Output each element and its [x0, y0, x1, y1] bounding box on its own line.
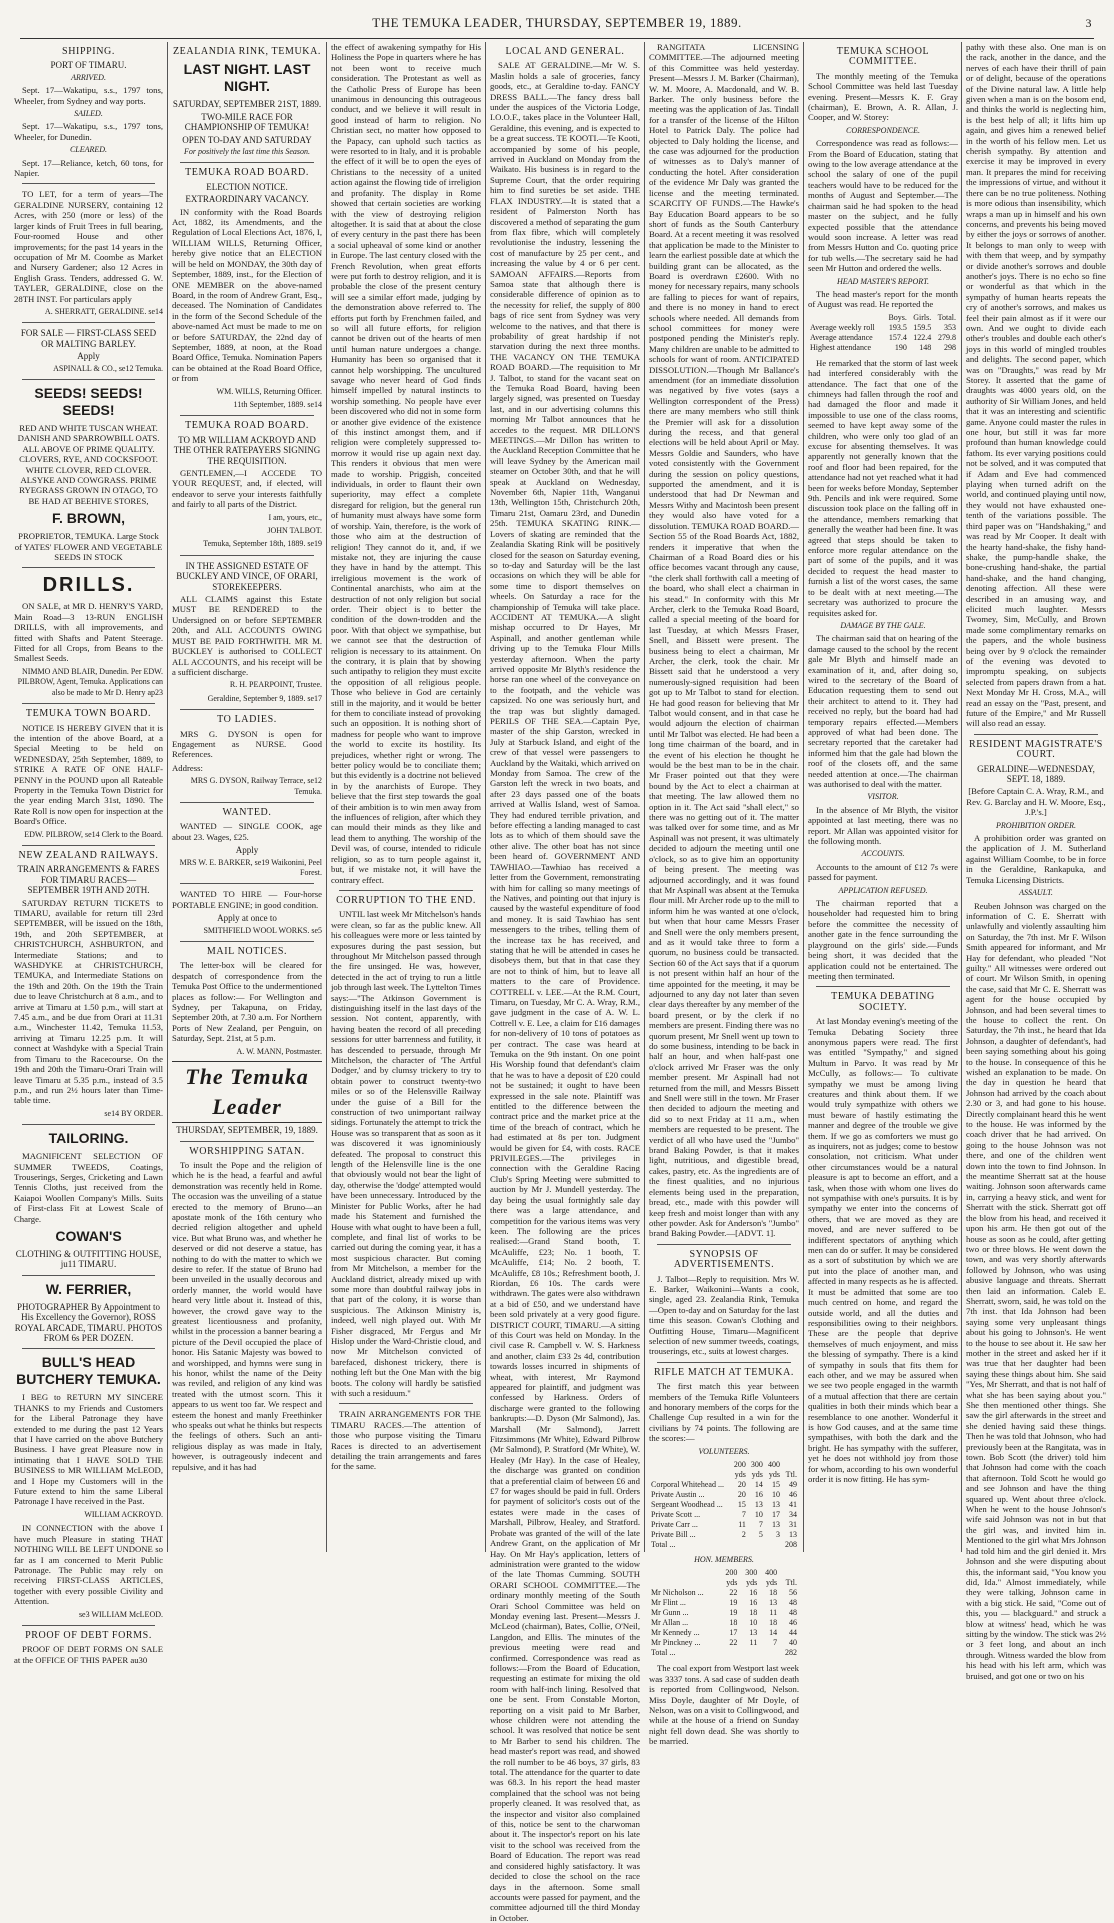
wills-date: 11th September, 1889. se14	[233, 399, 322, 409]
train-note: TRAIN ARRANGEMENTS FOR THE TIMARU RACES.—The attention of those who purpose visiting the Timaru Races is directed to an advertisement detailing the train arrangements and fares for the same.	[331, 1409, 481, 1472]
column-rule	[326, 42, 327, 1552]
total-header: Ttl.	[785, 1470, 797, 1480]
score-cell: 18	[749, 1608, 758, 1618]
head-master-body-2: He remarked that the storm of last week had interfered considerably with the attendance. The fact that one of the chimneys had fallen through the roof and had damaged the floor and made it impossible to use one of the class rooms, seemed to have kept away some of the children, who were only too glad of an excuse for absenting themselves. It was apparently not generally known that the roof and floor had been repaired, for the attendance had not yet reached what it had been for weeks before Monday, September 9th. Pencils and ink were required. Some discussion took place on the falling off in the attendance, members remarking that generally the weather had been fine. It was agreed that steps should be taken to enforce more regular attendance on the part of some of the pupils, and it was decided to request the head master to furnish a list of the worst cases, the same to be dealt with at next meeting.—The secretary was authorized to procure the requisites asked for.	[808, 357, 958, 618]
score-cell: 10	[754, 1510, 763, 1520]
score-cell: 14	[754, 1480, 763, 1490]
score-cell: 13	[749, 1628, 758, 1638]
shooter-name: Private Carr ...	[651, 1520, 698, 1530]
prohibition-heading: PROHIBITION ORDER.	[996, 820, 1076, 830]
table-row	[808, 313, 958, 323]
damage-heading: DAMAGE BY THE GALE.	[840, 620, 926, 630]
ferrier-name: W. FERRIER,	[45, 1280, 132, 1297]
separator	[180, 415, 314, 416]
debating-body: At last Monday evening's meeting of the Temuka Debating Society three anonymous papers were read. The first was entitled "Sympathy," and signed Multum in Parvo. It was read by Mr McCully, as follows:— To cultivate sympathy we must be among living creatures and think about them. If we would truly sympathize with others we must beware of hastily estimating the manner and degree of the trouble we give them. If we go as comforters we must go as inquirers, not as judges; come to bestow consolation, not criticism. What under other circumstances would be a natural pleasure is apt to become an effort, and a task, when those with whom one lives do not sympathise with one's pursuits. It is by sympathy we enter into the concerns of others, that we are moved as they are moved, and are never suffered to be indifferent spectators of anything which men can do or suffer. It may be considered as a sort of substitution by which we are put into the place of another man, and affected in many respects as he is affected. It must be admitted that some are too much centred on home, and regard the outside world, and all the duties and responsibilities owing to their neighbors. These are the people that deprive themselves of much enjoyment, and miss the blessing of sympathy. There is a kind of sympathy in souls that fits them for each other, and we may be assured when we see two people engaged in the warmth of a mutual affection that there are certain qualities in both their minds which bear a resemblance to one another. Wonderful it is how God causes, and at the same time sympathises, with both the dark and the bright. He has sympathy with the sufferer, yet he does not withhold joy from those for whom, according to his own wonderful order it is now fitting. He has sym-	[808, 1016, 958, 1484]
railways-signature: se14 BY ORDER.	[104, 1108, 163, 1118]
total-label: Total ...	[651, 1648, 676, 1658]
table-row	[649, 1490, 799, 1500]
table-row	[649, 1638, 799, 1648]
prohibition-body: A prohibition order was granted on the application of J. M. Sutherland against William Coombe, to be in force in the Geraldine, Rankapuka, and Temuka Licensing Districts.	[966, 833, 1106, 885]
to-let-ad: TO LET, for a term of years—The GERALDINE NURSERY, containing 12 Acres, with 250 (more or less) of the larger kinds of Fruit Trees in full bearing, Four-roomed House and other improvements; for the past 14 years in the occupation of Mr M. Coombe as Market and Nursery Gardener; also 12 Acres in English Grass. Tenders, addressed G. W. TAYLER, GERALDINE, close on the 28TH INST. For particulars apply	[14, 189, 163, 304]
yds-header: yds	[734, 1470, 746, 1480]
for-sale-heading: FOR SALE — FIRST-CLASS SEED OR MALTING BARLEY.	[20, 328, 157, 349]
score-total: 13	[789, 1530, 797, 1540]
worshipping-body: To insult the Pope and the religion of which he is the head, a fearful and awful demonstration was recently held in Rome. The occasion was the unveiling of a statue erected to the memory of Bruno—an apostate monk of the 16th century who decried religion altogether and upheld vice. But what Bruno was, and whether he deserved or did not deserve a statue, has nothing to do with the matter to which we desire to refer. If the statue of Bruno had been unveiled in the usually decorous and orderly manner, the world would have heard very little about it. Instead of this, however, the crowd gave way to the greatest licentiousness and profanity, whilst in the procession a banner bearing a picture of the Devil occupied the place of honor. His Satanic Majesty was bowed to and worshipped, and hymns were sung in his honor, whilst the name of the Deity was reviled, and religion of any kind was treated with the utmost scorn. This it appears to us went too far. We respect and esteem the honest and manly Freethinker who speaks out what he thinks but respects the feelings of others. Such an anti-religious display as was made in Italy, however, is outrageously indecent and repulsive, and it has had	[172, 1159, 322, 1472]
separator	[22, 322, 155, 323]
to-let-signature: A. SHERRATT, GERALDINE. se14	[44, 306, 163, 316]
table-row	[649, 1618, 799, 1628]
attendance-cell: 190	[894, 342, 907, 352]
separator	[180, 1141, 314, 1142]
table-row	[808, 343, 958, 353]
table-row	[649, 1608, 799, 1618]
arrived-heading: ARRIVED.	[71, 72, 106, 82]
table-row	[808, 323, 958, 333]
table-row	[649, 1520, 799, 1530]
election-body: IN conformity with the Road Boards Act, 1882, its Amendments, and the Regulation of Local Elections Act, 1876, I, WILLIAM WILLS, Returning Officer, hereby give notice that an ELECTION will be held on MONDAY, the 30th day of September, 1889, inst., for the Election of ONE MEMBER on the above-named Board, in the room of Andrew Grant, Esq., deceased. The Nomination of Candidates in the form of the Second Schedule of the above-named Act must be made to me on or before SATURDAY, the 22nd day of September, 1889, at noon, at the Road Board Office, Temuka. Nomination Papers can be obtained at the Road Board Office, or from	[172, 206, 322, 384]
refused-heading: APPLICATION REFUSED.	[838, 885, 928, 895]
score-cell: 7	[758, 1520, 763, 1530]
rink-heading: ZEALANDIA RINK, TEMUKA.	[172, 46, 322, 57]
estate-body: ALL CLAIMS against this Estate MUST BE RENDERED to the Undersigned on or before SEPTEMBER 20th, and ALL ACCOUNTS OWING MUST BE PAID FORTHWITH. MR M. BUCKLEY is authorised to COLLECT ALL ACCOUNTS, and his receipt will be a sufficient discharge.	[172, 594, 322, 677]
score-cell: 17	[729, 1628, 738, 1638]
bulls-head-signature: WILLIAM ACKROYD.	[84, 1509, 163, 1519]
shooter-name: Mr Flint ...	[651, 1598, 686, 1608]
score-total: 48	[789, 1608, 797, 1618]
estate-heading: IN THE ASSIGNED ESTATE OF BUCKLEY AND VINCE, OF ORARI, STOREKEEPERS.	[176, 560, 318, 592]
score-cell: 15	[737, 1500, 746, 1510]
table-row	[649, 1510, 799, 1520]
shipping-heading: SHIPPING.	[62, 46, 115, 57]
score-cell: 19	[729, 1598, 738, 1608]
range-header: 200	[725, 1568, 738, 1578]
cowan-subtitle: CLOTHING & OUTFITTING HOUSE, ju11 TIMARU.	[15, 1248, 162, 1270]
masthead-title: THE TEMUKA LEADER, THURSDAY, SEPTEMBER 19, 1889.	[372, 15, 742, 30]
hire-apply: Apply at once to	[217, 913, 277, 924]
local-general-continued: RANGITATA LICENSING COMMITTEE.—The adjourned meeting of this Committee was held yesterday. Present—Messrs J. M. Barker (Chairman), W. M. Moore, A. Macdonald, and W. B. Barker. The only business before the meeting was the application of Jas. Tindall for a transfer of the license of the Hilton Hotel to Patrick Daly. The police had objected to Daly holding the license, and the case was adjourned for the production of witnesses as to Daly's manner of conducting the hotel. After consideration of the evidence Mr Daly was granted the license and the meeting terminated. SCARCITY OF FUNDS.—The Hawke's Bay Education Board appears to be so short of funds as the South Canterbury Board. At a recent meeting it was resolved that application be made to the Minister to learn the earliest possible date at which the building grant can be allocated, as the Board is overdrawn £2600. With no money for necessary repairs, many schools are falling to pieces for want of repairs, and there is no money in hand to erect schools where needed. All demands from school committees for money were postponed pending the Minister's reply. Many children are unable to be admitted to schools for want of room. ANTICIPATED DISSOLUTION.—Though Mr Ballance's amendment (for an immediate dissolution was negatived by five votes (says a Wellington correspondent of the Press) there are many members who still think the Premier will ask for a dissolution during the recess, and that general elections will be held about April or May. Messrs Goldie and Saunders, who have voted consistently with the Government during the session on policy questions, supported the amendment, and it is understood that had Dr Newman and Messrs Withy and Macintosh been present they would also have voted for a dissolution. TEMUKA ROAD BOARD.—Section 55 of the Road Boards Act, 1882, renders it imperative that when the Chairman of a Road Board dies or his office becomes vacant through any cause, "the clerk shall forthwith call a meeting of the board, who shall elect a chairman in his stead." In conformity with this Mr Archer, clerk to the Temuka Road Board, called a special meeting of the board for last Tuesday, at which Messrs Fraser, Snell, and Bissett were present. The business being to elect a chairman, Mr Archer, the clerk, took the chair. Mr Bissett said that he understood a very numerously-signed requisition had been got up to Mr Talbot to stand for election. He had good reason for believing that Mr Talbot would consent, and in that case he would adjourn the election of chairman until Mr Talbot was elected. He had been a long time chairman of the board, and in the event of his election he thought he would be the best man to be in the chair. Mr Fraser pointed out that they were bound by the Act to elect a chairman at that meeting. The law allowed them no option in it. The Act said "shall elect," so there was no getting out of it. The matter was talked over for some time, and as Mr Aspinall was not present, it was ultimately decided to adjourn the meeting until one o'clock, so as to give him an opportunity of being present. The meeting was adjourned accordingly, and it was found that Mr Aspinall was absent at the Temuka flour mill. Mr Archer rode up to the mill to inform him he was wanted at one o'clock, but when that hour came Messrs Fraser and Snell were the only members present, and as it would take three to form a quorum, no business could be transacted. Section 60 of the Act says that if a quorum is not present within half an hour of the time appointed for the meeting, it may be adjourned to any day not later than seven clear days thereafter by any member of the board present, or by the clerk if no members are present. Finding there was no quorum present, Mr Snell went up town to do some business, intending to be back in half an hour, and when half-past one o'clock arrived Mr Fraser was the only member present. Mr Aspinall had not returned from the mill, and Messrs Bissett and Snell were still in the town. Mr Fraser then decided to adjourn the meeting and did so to next Friday at 11 a.m., when members are requested to be present. The verdict of all who have used the "Jumbo" brand Baking Powder, is that it makes light, nutritious, and digestible bread, cakes, pastry, etc. As the ingredients are of the finest qualities, and no injurious elements being used in the preparation, bread, etc., made with this powder will keep fresh and moist longer than with any other powder. Ask for Anderson's "Jumbo" brand Baking Powder.—[ADVT. 1].	[649, 42, 799, 1239]
table-row	[649, 1500, 799, 1510]
score-total: 48	[789, 1598, 797, 1608]
page-folio: 3	[1085, 16, 1092, 30]
drills-signature: NIMMO AND BLAIR, Dunedin. Per EDW. PILBROW, Agent, Temuka. Applications can also be made to Mr D. Henry ap23	[17, 666, 163, 697]
score-total: 41	[789, 1500, 797, 1510]
ladies-body: MRS G. DYSON is open for Engagement as NURSE. Good References.	[172, 728, 322, 760]
attendance-cell: 298	[944, 342, 956, 352]
score-cell: 15	[771, 1480, 780, 1490]
score-total: 49	[789, 1480, 797, 1490]
separator	[22, 845, 155, 846]
score-cell: 11	[769, 1608, 778, 1618]
wills-signature: WM. WILLS, Returning Officer.	[216, 386, 322, 396]
attendance-cell: 279.8	[938, 332, 956, 342]
head-master-body: The head master's report for the month of August was read. He reported the	[808, 288, 958, 310]
separator	[180, 555, 314, 556]
damage-body: The chairman said that on hearing of the damage caused to the school by the recent gale Mr Blyth and himself made an examination of it, and, after doing so, wired to the secretary of the Board of Education requesting them to send out their architect to attend to it. They had received no reply, but the board had had temporary repairs effected.—Members approved of what had been done. The secretary reported that the caretaker had informed him that the gale had blown the roof of the closets off, and the same needed attention at once.—The chairman was authorised to deal with the matter.	[808, 633, 958, 789]
score-cell: 18	[729, 1618, 738, 1628]
cowan-name: COWAN'S	[55, 1227, 122, 1244]
table-row	[649, 1598, 799, 1608]
drills-body: ON SALE, at MR D. HENRY'S YARD, Main Road—3 13-RUN ENGLISH DRILLS, with all improvements, and fitted with Shafts and Patent Steerage. Fitted for all Crops, from Beans to the Smallest Seeds.	[14, 601, 163, 664]
score-cell: 16	[749, 1588, 758, 1598]
vacancy-heading: EXTRAORDINARY VACANCY.	[185, 194, 309, 205]
rifle-intro: The first match this year between members of the Temuka Rifle Volunteers and honorary members of the corps for the Challenge Cup resulted in a win for the civilians by 74 points. The following are the scores:—	[649, 1381, 799, 1444]
shooter-name: Private Bill ...	[651, 1530, 696, 1540]
attendance-cell: 122.4	[913, 332, 932, 342]
school-committee-heading: TEMUKA SCHOOL COMMITTEE.	[836, 46, 930, 68]
rink-positive: For positively the last time this Season.	[184, 147, 310, 157]
local-general-body: SALE AT GERALDINE.—Mr W. S. Maslin holds a sale of groceries, fancy goods, etc., at Geraldine to-day. FANCY DRESS BALL.—The fancy dress ball under the auspices of the Victoria Lodge, I.O.O.F., takes place in the Volunteer Hall, Geraldine, this evening, and is expected to be a great success. TE KOOTI.—Te Kooti, accompanied by some of his people, arrived in Auckland on Monday from the Waikato. His business is in regard to the Supreme Court, that the order requiring him to find sureties be set aside. THE FLAX INDUSTRY.—It is stated that a resident of Palmerston North has discovered a method of separating the gum from flax fibre, which will completely revolutionise the industry, lessening the cost of manufacture by 25 per cent., and increasing the value by 4 or 6 per cent. SAMOAN AFFAIRS.—Reports from Samoa state that although there is considerable difference of opinion as to the necessity for relief, the supply of 800 bags of rice sent from Sydney was very welcome to the natives, and that there is probability of great hardship if not starvation during the next three months. THE VACANCY ON THE TEMUKA ROAD BOARD.—The requisition to Mr J. Talbot, to stand for the vacant seat on the Temuka Road Board, having been largely signed, was presented on Tuesday last, and in our advertising columns this morning Mr Talbot announces that he accedes to the request. MR DILLON'S MEETINGS.—Mr Dillon has written to the Auckland Reception Committee that he will leave Sydney by the American mail steamer on October 30th, and that he will speak at Auckland on Wednesday, November 6th, Napier 11th, Wanganui 13th, Wellington 15th, Christchurch 20th, Timaru 21st, Oamaru 23rd, and Dunedin 25th. TEMUKA SKATING RINK.—Lovers of skating are reminded that the Zealandia Skating Rink will be positively closed for the season on Saturday evening, so to-day and Saturday will be the last occasions on which they will be able for some time to disport themselves on wheels. On Saturday a race for the championship of Temuka will take place. ACCIDENT AT TEMUKA.—A slight mishap occurred to Dr Hayes, Mr Aspinall, and another gentleman while driving up to the Temuka Flour Mills yesterday afternoon. When the party arrived opposite Mr Blyth's residence the horse ran one wheel of the conveyance on to the footpath, and the vehicle was capsized. No one was seriously hurt, and the trap was but slightly damaged. PERILS OF THE SEA.—Captain Pye, master of the ship Garston, wrecked in July at Starbuck Island, and eight of the crew of that vessel were passengers to Auckland by the Waitaki, which arrived on Monday from Samoa. The crew of the Garston left the wreck in two boats, and after 23 days passed one of the boats arrived at Wallis Island, west of Samoa. They had endured terrible privation, and before effecting a landing managed to cast lots as to which of them should save the other alive. The other boat has not since been heard of. GOVERNMENT AND TAWHIAO.—Tawhiao has received a letter from the Government, remonstrating with him for calling so many meetings of the Natives, and pointing out that injury is caused by the wasteful expenditure of food and money. It is said Tawhiao has sent messengers to the tribes, telling them of the increase tax he has received, and stating that he will be attended in cases he disobeys them, but that in that case they are not to think of him, but to leave all matters to the care of Providence. COTTRELL v. LEE.—At the R.M. Court, Timaru, on Tuesday, Mr C. A. Wray, R.M., gave judgment in the case of A. W. L. Cottrell v. E. Lee, a claim for £16 damages for non-delivery of 10 tons of potatoes as per contract. The case was heard at Temuka on the 9th instant. On one point His Worship found that defendant's claim that he was to have a deposit of £20 could not be sustained; it ought to have been expressed in the sale note. Plaintiff was entitled to the difference between the contract price and the market price at the time of the breach of contract, which he had estimated at 8s per ton. Judgment would be given for £4, with costs. RACE PRIVILEGES.—The privileges in connection with the Geraldine Racing Club's Spring Meeting were submitted to auction by Mr J. Mundell yesterday. The day being the usual fortnightly sale day there was a large attendance, and competition for the various items was very keen. The following are the prices realised:—Grand Stand booth, T. McAuliffe, £23; No. 1 booth, T. McAuliffe, £14; No. 2 booth, T. McAuliffe, £8 10s.; Refreshment booth, J. Riordan, £6 10s. The cards were withdrawn. The gates were also withdrawn at a bid of £50, and we understand have been sold privately at a very good figure. DISTRICT COURT, TIMARU.—A sitting of this Court was held on Monday. In the civil case R. Campbell v. W. S. Harkness and another, claim £33 2s 4d, contribution towards losses incurred in shipments of wheat, with interest, Mr Raymond appeared for plaintiff, and judgment was confessed by Harkness. Orders of discharge were granted to the following bankrupts:—D. Dyson (Mr Salmond), Jas. Marshall (Mr Salmond), Jarrett Fitzsimmons (Mr White), Edward Pilbrow (Mr Salmond), P. Stratford (Mr White), W. Healey (Mr Hay). In the case of Healey, the discharge was granted on condition that a preferential claim of between £6 and £7 for wages should be paid in full. Orders for payment of solicitor's costs out of the estates were made in the cases of Marshall, Pilbrow, Healey, and Stratford. Probate was granted of the will of the late Andrew Grant, on the application of Mr Hay. On Mr Hay's application, letters of administration were granted to the widow of the late Thomas Cumming. SOUTH ORARI SCHOOL COMMITTEE.—The ordinary monthly meeting of the South Orari School Committee was held on Monday evening last. Present—Messrs J. McLeod (chairman), Bates, Collie, O'Neil, Langdon, and Ellis. The minutes of the previous meeting were read and confirmed. Correspondence was read as follows:—From the Board of Education, requesting an estimate for mixing the old room with half-inch lining. Resolved that one be sent. From Constable Morton, reporting on a visit paid to Mr Barber, whose children were not attending the school. It was resolved that notice be sent to Mr Barber to send his children. The head master's report was read, and showed the roll number to be 46 boys, 37 girls, 83 total. The attendance for the quarter to date was 68.3. In his report the head master complained that the school was not being properly cleaned. It was resolved that, as the inspector and visitor also complained of this, notice be sent to the charwoman about it. The inspector's report on his late visit to the school was received from the Board of Education. The report was read and considered highly satisfactory. It was decided to close the school on the race days in the afternoon. Some small accounts were passed for payment, and the committee adjourned till the third Monday in October.	[490, 60, 640, 1923]
column-4	[490, 42, 640, 1923]
mail-heading: MAIL NOTICES.	[206, 946, 288, 958]
assault-body: Reuben Johnson was charged on the information of C. E. Sherratt with unlawfully and violently assaulting him on Saturday, the 7th inst. Mr F. Wilson Smith appeared for informant, and Mr Hay for defendant, who pleaded "Not guilty." All witnesses were ordered out of court. Mr Wilson Smith, in opening the case, said that Mr C. E. Sherratt was agent for the house occupied by Johnson, and had been several times to the house to collect the rent. On Saturday, the 7th inst., he heard that Ida Johnson, a daughter of defendant's, had been saying something about his going to the house. In consequence of this he wished an explanation to be made. On the day in question he heard that Johnson had arrived by the coach about 2.30 or 3, and had gone to his house. Directly complainant heard this he went to the house. He was informed by the coach driver that he had arrived. On going to the house Johnson was not there, and one of the children went down into the town to find Johnson. In the meantime Sherratt sat at the house waiting. Johnson soon afterwards came in, carrying a heavy stick, and went for Sherratt with the stick. Sherratt got off the blow from his head, and received it upon his arm. He then got out of the house as soon as he could, after getting two or three blows. He went down the town, and was very shortly afterwards followed by Johnson, who was using abusive language and threats. Sherratt then laid an information. Caleb E. Sherratt, sworn, said, he was told on the 7th inst. that Ida Johnson had been saying some very unpleasant things about his going to Johnson's. He went to the house to see about it. He saw her mother in the street and asked her if it was true that her daughter had been saying these things about him. She said "Yes, Mr Sherratt, and that is not half of what she has been saying about you." She then mentioned other things. She saw the girl afterwards in the street and she denied having said these things. Then he was told that Johnson, who had previously been at the Rangitata, was in town. Bob Scott (the driver) told him that Johnson had come with the coach that afternoon. Told Scott he would go and see Johnson and have the thing squared up. Went about three o'clock. When he went to the house Johnson's wife said Johnson was not in but that the girl was, and invited him in. Mentioned to the girl what Mrs Johnson had told him and the girl denied it. Mrs Johnson and she were disputing about this, the informant said, "You know you did, Ida." Almost immediately, while they were talking, Johnson came in with a big stick. He said, "Come out of this, you — blackguard." and struck a blow at witness' head, which he was sitting by the window. The stick was 2½ or 3 feet long, and about an inch through. Witness warded the blow from his head with his left arm, which was bruised, and got one or two on his	[966, 900, 1106, 1681]
score-cell: 11	[738, 1520, 746, 1530]
column-rule	[167, 42, 168, 1552]
yds-header: yds	[726, 1578, 738, 1588]
score-total: 34	[789, 1510, 797, 1520]
attendance-header	[808, 313, 884, 323]
shooter-name: Mr Nicholson ...	[651, 1588, 704, 1598]
table-row	[649, 1568, 799, 1578]
school-committee-body: The monthly meeting of the Temuka School Committee was held last Tuesday evening. Present—Messrs K. F. Gray (chairman), E. Brown, A. R. Allan, J. Cooper, and W. Storey:	[808, 70, 958, 123]
accounts-heading: ACCOUNTS.	[861, 849, 905, 859]
for-sale-signature: ASPINALL & CO., se12 Temuka.	[53, 363, 163, 373]
worshipping-heading: WORSHIPPING SATAN.	[189, 1145, 305, 1157]
election-notice-heading: ELECTION NOTICE.	[206, 181, 288, 192]
last-night-heading: LAST NIGHT. LAST NIGHT.	[183, 61, 311, 95]
separator	[22, 703, 155, 704]
ladies-signature: MRS G. DYSON, Railway Terrace, se12 Temuka.	[190, 776, 322, 796]
talbot-date: Temuka, September 18th, 1889. se19	[203, 539, 322, 549]
pearpoint-date: Geraldine, September 9, 1889. se17	[207, 693, 322, 703]
table-row	[649, 1530, 799, 1540]
attendance-label: Average weekly roll	[810, 322, 875, 332]
railways-body: SATURDAY RETURN TICKETS to TIMARU, available for return till 23rd SEPTEMBER, will be issued on the 18th, 19th, and 20th SEPTEMBER, at CHRISTCHURCH, ASHBURTON, and Intermediate Stations; and to WASHDYKE at CHRISTCHURCH, TEMUKA, and Intermediate Stations on the 19th and 20th. On the 19th the Train due to leave Christchurch at 8 a.m., and to arrive at Timaru at 1.50 p.m., will start at 7.45 a.m., and be due from Orari at 11.31 a.m., Winchester 11.42, Temuka 11.53, arriving at Timaru 12.25 p.m. It will connect at Washdyke with a Special Train from Timaru to the Racecourse. On the 19th and 20th the Timaru-Orari Train will leave Timaru at 5.35 p.m., instead of 3.5 p.m., and run 2½ hours later than Time-table time.	[14, 897, 163, 1106]
editorial-continued: the effect of awakening sympathy for His Holiness the Pope in quarters where he has not been wont to receive much consideration. The Protestant as well as the Catholic Press of Europe has been unanimous in denouncing this outrageous conduct, and we believe it will result in good instead of harm to religion. No Christian sect, no matter how opposed to the Papacy, can uphold such tactics as were resorted to in Italy, and it is probable the effect of it will be to open the eyes of Christians to the necessity of a united action against the flowing tide of irreligion and profanity. The display in Rome showed that certain societies are working with the view of destroying religion altogether. It is said that at about the close of every century in the past there has been a social upheaval of some kind or another in Europe. The last century closed with the French Revolution, when great efforts were put forth to destroy religion, and it is probable the close of the present century will see a similar effort made, judging by the demonstration above referred to. The efforts put forth by Frenchmen failed, and so will all future efforts, for religion cannot be driven out of the hearts of men until human nature undergoes a change. Humanity has been so organised that it cannot help worshipping. The uncultured savage who never heard of God finds himself impelled by natural instincts to worship something. No people have ever been discovered who did not in some form or another give evidence of the existence of this instinct amongst them, and if religion were completely suppressed to-morrow it would rise up again next day. This renders it obvious that men were made to worship. Priggish, conceited individuals, in order to flaunt their own superiority, may effect a complete disregard for religion, but the general run of humanity must always have some form of worship. Yain, therefore, is the work of those who aim at the destruction of religion! They cannot do it, and, if we mistake not, they are injuring the cause they have in hand by the attempt. This irreligious movement is the work of Continental anarchists, who aim at the destruction of not only religion but social order. Their object is to better the condition of the down-trodden and the poor. With that object we sympathise, but we cannot see that the destruction of religion is necessary to its attainment. On the contrary, it is plain that by showing such antipathy to religion they must excite the opposition of all religious people. Those who believe in God are certainly still in the majority, and it would be better for them to conciliate instead of provoking such an opposition. It is nothing short of madness for people who want to improve the world to excite its hostility. Its prejudices, whether right or wrong. The better policy would be to conciliate them; but this evidently is a doctrine not believed in by the anarchists of Europe. They believe that the first step towards the goal of their ambition is to win men away from the influences of religion, after which they can mould their minds as they like and lead them to anything. The worship of the Devil was, of course, intended to ridicule religion, so as to turn people against it, but, if we mistake not, it will have the contrary effect.	[331, 42, 481, 885]
separator	[22, 1625, 155, 1626]
talbot-signature: JOHN TALBOT.	[267, 526, 322, 536]
connection-body: IN CONNECTION with the above I have much Pleasure in stating THAT NOTHING WILL BE LEFT UNDONE so far as I am concerned to Merit Public Patronage. The Public may rely on receiving FIRST-CLASS ARTICLES, together with every possible Civility and Attention.	[14, 1523, 163, 1607]
proof-body: PROOF OF DEBT FORMS ON SALE at the OFFICE OF THIS PAPER au30	[14, 1644, 163, 1665]
seeds-body: RED AND WHITE TUSCAN WHEAT. DANISH AND SPARROWBILL OATS. ALL ABOVE OF PRIME QUALITY. CLOVERS, RYE, AND COCKSFOOT. WHITE CLOVER, RED CLOVER. ALSYKE AND COWGRASS. PRIME RYEGRASS GROWN IN OTAGO, TO BE HAD AT BEEHIVE STORES,	[17, 422, 160, 506]
road-board-heading: TEMUKA ROAD BOARD.	[185, 167, 309, 179]
score-cell: 18	[769, 1618, 778, 1628]
town-board-heading: TEMUKA TOWN BOARD.	[25, 708, 152, 720]
score-total: 44	[789, 1628, 797, 1638]
attendance-header: Girls.	[913, 312, 932, 322]
score-cell: 11	[749, 1638, 758, 1648]
separator	[657, 1362, 791, 1363]
score-cell: 16	[754, 1490, 763, 1500]
column-6	[808, 42, 958, 1552]
attendance-cell: 148	[919, 342, 932, 352]
requisition-heading: TO MR WILLIAM ACKROYD AND THE OTHER RATEPAYERS SIGNING THE REQUISITION.	[173, 434, 321, 466]
proof-heading: PROOF OF DEBT FORMS.	[25, 1629, 152, 1641]
score-cell: 20	[737, 1490, 746, 1500]
table-row	[649, 1578, 799, 1588]
score-cell: 5	[758, 1530, 763, 1540]
column-rule	[803, 42, 804, 1552]
wanted-body: WANTED — SINGLE COOK, age about 23. Wages, £25.	[172, 821, 322, 842]
score-total: 31	[789, 1520, 797, 1530]
score-cell: 19	[729, 1608, 738, 1618]
assault-heading: ASSAULT.	[1019, 888, 1053, 898]
yds-header: yds	[746, 1578, 758, 1588]
score-cell: 22	[729, 1588, 738, 1598]
separator	[657, 1244, 791, 1245]
shooter-name: Mr Allan ...	[651, 1618, 689, 1628]
column-rule	[485, 42, 486, 1552]
separator	[22, 183, 155, 184]
column-5	[649, 42, 799, 1747]
sailing-entry: Sept. 17—Wakatipu, s.s., 1797 tons, Wheeler, for Dunedin.	[14, 121, 163, 142]
score-total: 46	[789, 1618, 797, 1628]
corruption-heading: CORRUPTION TO THE END.	[336, 894, 476, 906]
debating-heading: TEMUKA DEBATING SOCIETY.	[831, 991, 935, 1013]
score-cell: 7	[741, 1510, 746, 1520]
hire-signature: SMITHFIELD WOOL WORKS. se5	[203, 925, 322, 935]
head-master-heading: HEAD MASTER'S REPORT.	[837, 276, 929, 286]
total-label: Total ...	[651, 1540, 676, 1550]
railways-heading: NEW ZEALAND RAILWAYS.	[18, 849, 159, 861]
mail-body: The letter-box will be cleared for despatch of correspondence from the Temuka Post Office to the undermentioned places as follow:— For Wellington and Sydney, per Takapuna, on Friday, September 20th, at 7.30 a.m. For Northern Ports of New Zealand, per Penguin, on Saturday, Sept. 21st, at 5 p.m.	[172, 960, 322, 1044]
corruption-body: UNTIL last week Mr Mitchelson's hands were clean, so far as the public knew. All his colleagues were more or less tainted by exposures during the past session, but throughout Mr Mitchelson passed through the fire unsinged. He was, however, detected in the act of trying to run a little job through last week. The Lyttelton Times says:—"The Atkinson Government is distinguishing itself in the last days of the session. Not content, apparently, with having beaten the record of all preceding sessions for utter barrenness and futility, it has descended to persuade, through Mr Mitchelson, the character of 'The Artful Dodger,' and by clumsy trickery to try to obtain power to construct twenty-two miles or so of the Helensville Railway under the guise of a Bill for the construction of two unimportant railway sidings. Fortunately the attempt to trick the House was so transparent that as soon as it was discovered it was ignominiously defeated. The proposal to construct this length of the Helensville line is the one that obviously would not bear the light of day, otherwise the 'dodge' attempted would have been unnecessary. Introduced by the Minister for Public Works, after he had made his Statement and furnished the House with what ought to have been a full, complete, and final list of works to be carried out during the coming year, it has a most suspicious character. But coming from Mr Mitchelson, a member for the Auckland district, already mixed up with some more than doubtful railway jobs in that part of the colony, it is worse than suspicious. The Atkinson Ministry is, indeed, well nigh played out. With Mr Fisher disgraced, Mr Fergus and Mr Hislop under the Ward-Christie cloud, and now Mr Mitchelson convicted of barefaced, dishonest trickery, there is nothing left but the One Man with the big boots. The colony will hardly be satisfied with such a residuum."	[331, 909, 481, 1398]
separator	[22, 1275, 155, 1276]
honorary-table	[649, 1568, 799, 1658]
score-cell: 3	[775, 1530, 780, 1540]
score-cell: 17	[771, 1510, 780, 1520]
shooter-name: Private Austin ...	[651, 1490, 705, 1500]
attendance-cell: 193.5	[888, 322, 907, 332]
grand-total: 282	[785, 1648, 797, 1658]
score-total: 46	[789, 1490, 797, 1500]
correspondence-heading: CORRESPONDENCE.	[846, 125, 920, 135]
score-total: 40	[789, 1638, 797, 1648]
shooter-name: Corporal Whitehead ...	[651, 1480, 724, 1490]
leader-masthead: The Temuka Leader	[172, 1061, 322, 1123]
wanted-apply: Apply	[235, 845, 259, 856]
wanted-heading: WANTED.	[222, 806, 272, 818]
rink-race: TWO-MILE RACE FOR CHAMPIONSHIP OF TEMUKA!	[184, 111, 310, 133]
attendance-header: Total.	[937, 312, 956, 322]
shooter-name: Sergeant Woodhead ...	[651, 1500, 723, 1510]
table-row	[649, 1470, 799, 1480]
column-3	[331, 42, 481, 1552]
rifle-end-body: The coal export from Westport last week was 3337 tons. A sad case of sudden death is reported from Collingwood, Nelson. Miss Doyle, daughter of Mr Doyle, of Nelson, was on a visit to Collingwood, and while at the house of a friend on Sunday night fell down dead. She was shortly to be married.	[649, 1663, 799, 1747]
score-cell: 10	[771, 1490, 780, 1500]
debating-continued: pathy with these also. One man is on the rack, another in the dance, and the nerves of each have their thrill of pain or of delight, because of the operations of the Divine natural law. A little help given when a man is on the bosom end, and thinks the world is neglecting him, is the best help of all; it lifts him up again, and gives him a renewed belief in the worth of his fellow men. Let us cherish sympathy. By attention and exercise it may be improved in every man. It prepares the mind for receiving the impressions of virtue, and without it there can be no true politeness. Nothing is more odious than insensibility, which wraps a man up in himself and his own concerns, and prevents his being moved by either the joys or sorrows of another. It belongs to man only to weep with with them that weep, and by sympathy or divide another's sorrows and double another's joys. There is no echo so fine or wonderful as that which in the sympathy of human hearts repeats the cry of another's sorrows, and makes us feel their pain almost as if it were our own. And we ought to divide each other's troubles and double each other's joys in this world of mingled troubles and delights. The second paper, which was on "Draughts," was read by Mr Storey. It asserted that the game of draughts was 4000 years old, on the authority of Sir William Jones, and held that it was an interesting and scientific game. Anyone could master the rules in one hour, but still it was far more profound than human knowledge could fathom. Its ever varying positions could not be solved, and it was computed that if Adam and Eve had commenced playing when turned adrift on the world, and continued playing until now, they would not have exhausted one-tenth of the variations possible. The third paper was on "Handshaking," and was read by Mr Cooper. It dealt with the hearty hand-shake, the fishy hand-shake, the pump-handle shake, the bone-crushing hand-shake, the partial hand-shake, and the hand changing, denoting affection. All these were described in an amusing way, and elicited much laughter. Messrs Twomey, Sim, McCully, and Brown made some complimentary remarks on the papers, and the whole business being over by 9 o'clock the remainder of the evening was devoted to impromptu speaking, on subjects selected from papers drawn from a hat. Next Monday Mr H. Cross, M.A., will read an essay on the "Past, present, and future of the Empire," and Mr Russell will also read an essay.	[966, 42, 1106, 729]
court-bench: [Before Captain C. A. Wray, R.M., and Rev. G. Barclay and H. W. Moore, Esq., J.P.'s.]	[966, 786, 1106, 818]
synopsis-heading: SYNOPSIS OF ADVERTISEMENTS.	[673, 1248, 775, 1271]
score-cell: 13	[754, 1500, 763, 1510]
tailoring-body: MAGNIFICENT SELECTION OF SUMMER TWEEDS, Coatings, Trouserings, Serges, Cricketing and Lawn Tennis Cloths, just received from the Kaiapoi Woollen Company's Mills. Suits of First-class Fit at Lowest Scale of Charge.	[14, 1151, 163, 1224]
yds-header: yds	[765, 1578, 778, 1588]
port-heading: PORT OF TIMARU.	[50, 60, 127, 71]
rifle-heading: RIFLE MATCH AT TEMUKA.	[653, 1366, 795, 1378]
pearpoint-signature: R. H. PEARPOINT, Trustee.	[229, 680, 322, 690]
sailed-heading: SAILED.	[74, 109, 103, 119]
seeds-heading: SEEDS! SEEDS! SEEDS!	[34, 384, 143, 418]
leader-date: THURSDAY, SEPTEMBER, 19, 1889.	[176, 1125, 318, 1136]
table-row	[808, 333, 958, 343]
range-header: 200	[733, 1460, 746, 1470]
range-header: 300	[745, 1568, 758, 1578]
road-board-heading-2: TEMUKA ROAD BOARD.	[185, 420, 309, 432]
drills-heading: DRILLS.	[42, 574, 135, 597]
column-1	[14, 42, 163, 1665]
brown-name: F. BROWN,	[51, 510, 126, 527]
separator	[22, 379, 155, 380]
tailoring-heading: TAILORING.	[48, 1130, 129, 1147]
separator	[180, 709, 314, 710]
rink-open: OPEN TO-DAY AND SATURDAY	[182, 134, 312, 145]
score-cell: 18	[769, 1588, 778, 1598]
shooter-name: Mr Kennedy ...	[651, 1628, 700, 1638]
synopsis-body: J. Talbot—Reply to requisition. Mrs W. E. Barker, Waikonini—Wants a cook, single, aged 23. Zealandia Rink, Temuka—Open to-day and on Saturday for the last time this season. Cowan's Clothing and Outfitting House, Timaru—Magnificent selection of new summer tweeds, coatings, trouserings, etc., suits at lowest charges.	[649, 1273, 799, 1357]
refused-body: The chairman reported that a householder had requested him to bring before the committee the necessity of another gate in the fence surrounding the playground on the girls' side.—Funds being short, it was decided that the application could not be entertained. The meeting then terminated.	[808, 898, 958, 981]
correspondence-body: Correspondence was read as follows:— From the Board of Education, stating that owing to the low average attendance at the school the salary of one of the pupil teachers would have to be reduced for the months of August and September.—The chairman said he had spoken to the head master on the subject, and he fully expected possible that the attendance would soon increase. A letter was read from Messrs Hutton and Co. quoting price for tub wells.—The secretary said he had seen Mr Hutton and ordered the wells.	[808, 138, 958, 274]
for-sale-apply: Apply	[77, 351, 100, 362]
score-cell: 7	[773, 1638, 778, 1648]
yours-line: I am, yours, etc.,	[268, 512, 322, 522]
attendance-label: Highest attendance	[810, 342, 872, 352]
column-rule	[961, 42, 962, 1552]
separator	[180, 883, 314, 884]
column-2	[172, 42, 322, 1552]
separator	[339, 1403, 473, 1404]
table-row	[649, 1460, 799, 1470]
rink-date: SATURDAY, SEPTEMBER 21ST, 1889.	[172, 99, 322, 110]
separator	[22, 1348, 155, 1349]
bulls-head-heading: BULL'S HEAD BUTCHERY TEMUKA.	[16, 1354, 161, 1388]
volunteers-table	[649, 1460, 799, 1550]
visitor-body: In the absence of Mr Blyth, the visitor appointed at last meeting, there was no report. Mr Allan was appointed visitor for the following month.	[808, 804, 958, 847]
local-general-heading: LOCAL AND GENERAL.	[505, 46, 625, 57]
separator	[180, 941, 314, 942]
ferrier-subtitle: PHOTOGRAPHER By Appointment to His Excellency the Governor), ROSS ROYAL ARCADE, TIMARU. PHOTOS FROM 6s PER DOZEN.	[14, 1301, 163, 1343]
court-date: GERALDINE—WEDNESDAY, SEPT. 18, 1889.	[977, 763, 1095, 785]
magistrate-court-heading: RESIDENT MAGISTRATE'S COURT.	[969, 738, 1103, 761]
bulls-head-body: I BEG to RETURN MY SINCERE THANKS to my Friends and Customers for the Liberal Patronage they have extended to me during the past 12 Years that I have carried on the above Butchery Business. I have great Pleasure now in intimating that I HAVE SOLD THE BUSINESS to MR WILLIAM McLEOD, and I Hope my Customers will in the Future extend to him the same Liberal Patronage I have received in the Past.	[14, 1392, 163, 1507]
attendance-cell: 353	[944, 322, 956, 332]
visitor-heading: VISITOR.	[867, 792, 899, 802]
table-row	[649, 1628, 799, 1638]
yds-header: yds	[768, 1470, 780, 1480]
mail-signature: A. W. MANN, Postmaster.	[236, 1046, 322, 1056]
brown-subtitle: PROPRIETOR, TEMUKA. Large Stock of YATES' FLOWER AND VEGETABLE SEEDS IN STOCK	[14, 531, 163, 563]
town-board-signature: EDW. PILBROW, se14 Clerk to the Board.	[24, 829, 163, 839]
shooter-name: Mr Pinckney ...	[651, 1638, 701, 1648]
table-row	[649, 1540, 799, 1550]
separator	[180, 802, 314, 803]
shooter-name: Private Scott ...	[651, 1510, 701, 1520]
table-row	[649, 1480, 799, 1490]
barker-signature: MRS W. E. BARKER, se19 Waikonini, Peel Forest.	[179, 857, 322, 877]
score-cell: 10	[749, 1618, 758, 1628]
connection-signature: se3 WILLIAM McLEOD.	[78, 1609, 163, 1619]
railways-subheading: TRAIN ARRANGEMENTS & FARES FOR TIMARU RACES— SEPTEMBER 19TH AND 20TH.	[17, 864, 160, 896]
ladies-address-label: Address:	[172, 762, 203, 773]
score-cell: 13	[771, 1520, 780, 1530]
honorary-heading: HON. MEMBERS.	[694, 1555, 754, 1565]
grand-total: 208	[785, 1540, 797, 1550]
arrival-entry: Sept. 17—Wakatipu, s.s., 1797 tons, Wheeler, from Sydney and way ports.	[14, 85, 163, 106]
attendance-label: Average attendance	[810, 332, 873, 342]
attendance-cell: 159.5	[913, 322, 932, 332]
column-rule	[644, 42, 645, 1552]
volunteers-heading: VOLUNTEERS.	[698, 1446, 750, 1456]
score-cell: 2	[741, 1530, 746, 1540]
score-cell: 13	[769, 1598, 778, 1608]
hire-body: WANTED TO HIRE — Four-horse PORTABLE ENGINE; in good condition.	[172, 889, 322, 910]
range-header: 300	[750, 1460, 763, 1470]
town-board-body: NOTICE IS HEREBY GIVEN that it is the intention of the above Board, at a Special Meeting to be held on WEDNESDAY, 25th September, 1889, to STRIKE A RATE OF ONE HALF-PENNY in the POUND upon all Rateable Property in the Temuka Town District for the year ending March 31st, 1890. The Rate Roll is now open for inspection at the Board's Office.	[14, 722, 163, 827]
table-row	[649, 1588, 799, 1598]
separator	[22, 1124, 155, 1125]
attendance-header: Boys.	[888, 312, 907, 322]
score-cell: 13	[771, 1500, 780, 1510]
cleared-entry: Sept. 17—Reliance, ketch, 60 tons, for Napier.	[14, 157, 163, 179]
separator	[974, 734, 1098, 735]
attendance-table	[808, 313, 958, 353]
range-header: 400	[765, 1568, 778, 1578]
ladies-heading: TO LADIES.	[217, 714, 277, 726]
column-7	[966, 42, 1106, 1681]
score-cell: 20	[737, 1480, 746, 1490]
cleared-heading: CLEARED.	[69, 145, 108, 155]
page-masthead	[20, 10, 1094, 39]
score-cell: 16	[749, 1598, 758, 1608]
gentlemen-body: GENTLEMEN,—I ACCEDE TO YOUR REQUEST, and, if elected, will endeavor to serve your interests faithfully and fairly to all parts of the District.	[172, 468, 322, 510]
table-row	[649, 1648, 799, 1658]
attendance-cell: 157.4	[888, 332, 907, 342]
separator	[180, 162, 314, 163]
separator	[816, 986, 950, 987]
separator	[22, 567, 155, 568]
range-header: 400	[767, 1460, 780, 1470]
total-header: Ttl.	[785, 1578, 797, 1588]
shooter-name: Mr Gunn ...	[651, 1608, 689, 1618]
accounts-body: Accounts to the amount of £12 7s were passed for payment.	[808, 861, 958, 883]
yds-header: yds	[751, 1470, 763, 1480]
score-cell: 14	[769, 1628, 778, 1638]
score-cell: 22	[729, 1638, 738, 1648]
separator	[339, 890, 473, 891]
score-total: 56	[789, 1588, 797, 1598]
